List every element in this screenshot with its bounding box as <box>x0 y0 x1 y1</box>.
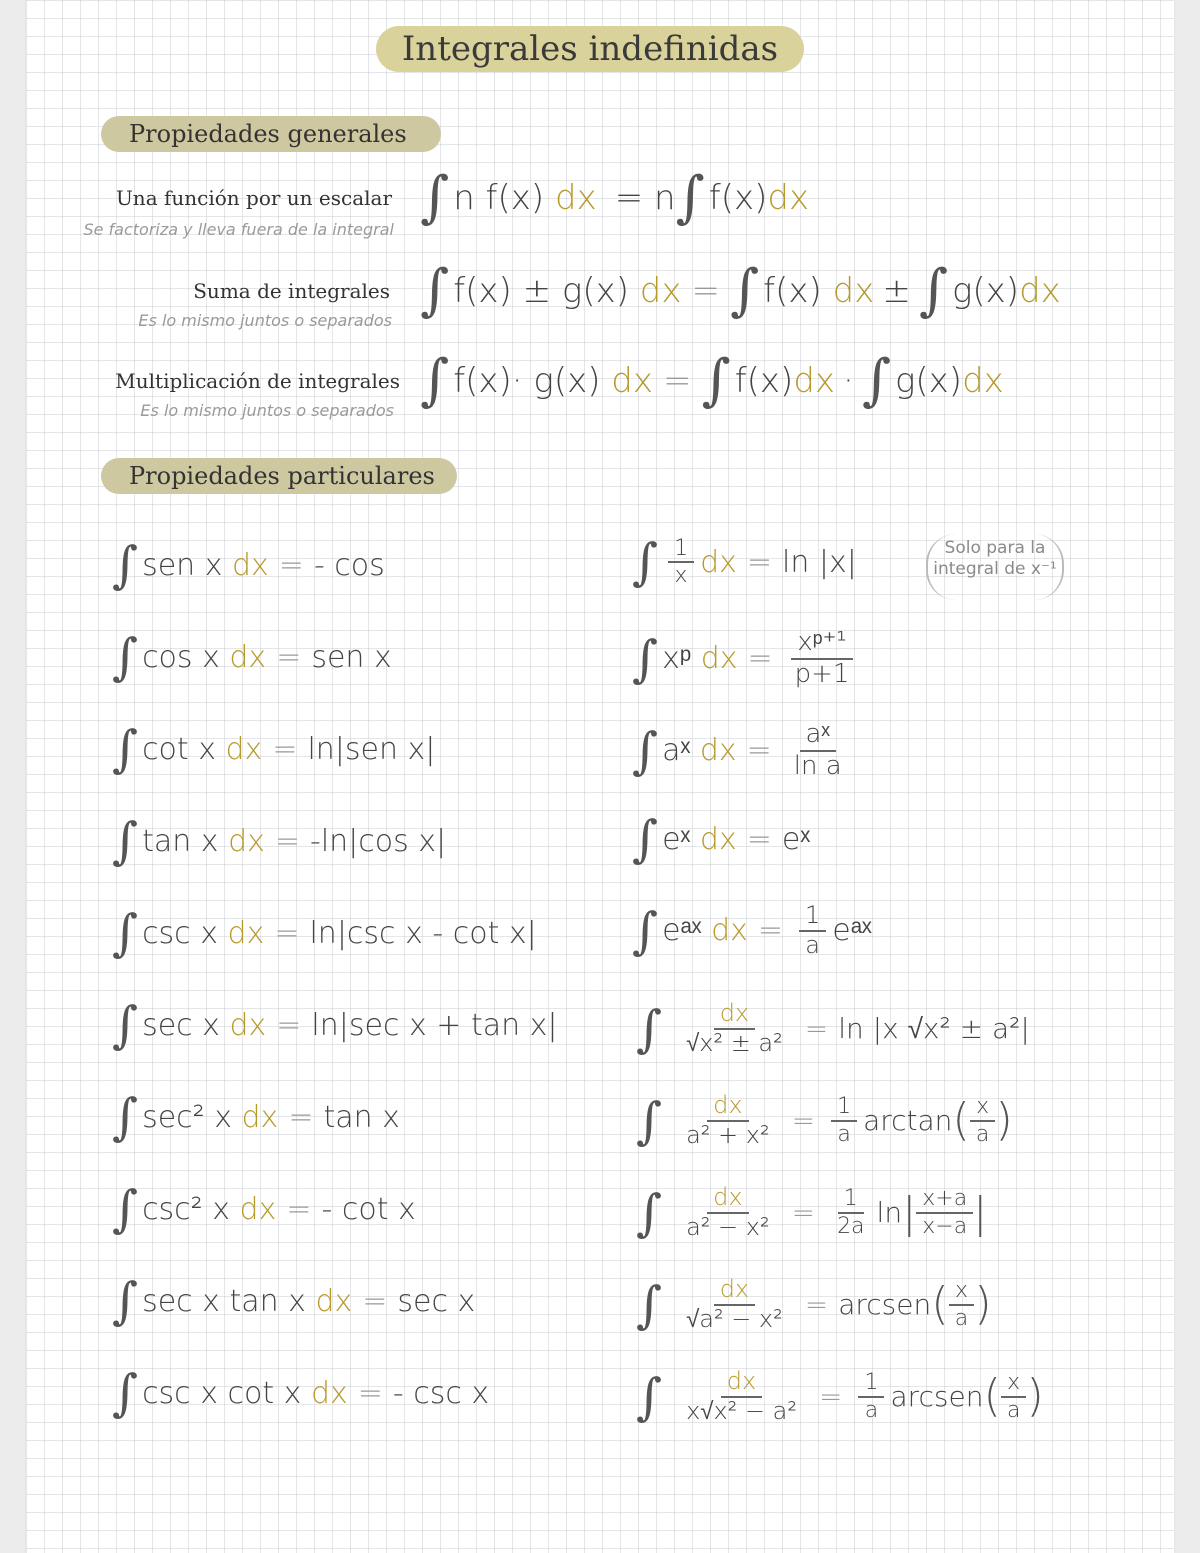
numerator: x+a <box>916 1186 973 1213</box>
numerator: 1 <box>668 536 694 563</box>
right-formula-4 <box>632 810 811 868</box>
denominator: a² + x² <box>686 1120 770 1149</box>
dx: dx <box>229 1007 267 1043</box>
equals: = <box>276 639 302 675</box>
prop-sum-name: Suma de integrales <box>193 279 390 303</box>
denominator: a <box>975 1121 990 1147</box>
numerator: 1 <box>858 1370 884 1397</box>
integrand: sec x tan x <box>142 1283 306 1319</box>
numerator: x <box>1001 1370 1026 1397</box>
integral-sign: ∫ <box>636 999 663 1058</box>
denominator: x√x² − a² <box>686 1396 797 1425</box>
dx: dx <box>310 1375 348 1411</box>
denominator: a² − x² <box>686 1212 770 1241</box>
formula-mid: = n <box>614 178 676 218</box>
result: eᵃˣ <box>832 913 872 949</box>
integrand: aˣ <box>662 733 691 769</box>
denominator: x−a <box>922 1213 968 1239</box>
integrand: eᵃˣ <box>662 913 702 949</box>
numerator: aˣ <box>800 720 836 752</box>
equals: = <box>757 913 784 949</box>
dx: dx <box>962 361 1004 401</box>
equals: = <box>804 1288 829 1322</box>
integrand: sec x <box>142 1007 220 1043</box>
prop-sum-note: Es lo mismo juntos o separados <box>138 311 392 330</box>
equals: = <box>746 544 772 580</box>
result: ln|sec x + tan x| <box>311 1007 558 1043</box>
integral-sign: ∫ <box>636 1183 663 1242</box>
dx: dx <box>554 178 597 218</box>
integral-sign: ∫ <box>112 1088 139 1146</box>
integral-sign: ∫ <box>112 1272 139 1330</box>
note-line-1: Solo para la <box>944 538 1046 558</box>
left-formula-10 <box>112 1364 490 1422</box>
right-formula-7 <box>636 1092 1013 1149</box>
coef-fraction <box>831 1186 870 1239</box>
equals: = <box>362 1283 388 1319</box>
result: - cot x <box>321 1191 416 1227</box>
formula-r1: f(x) <box>763 271 822 311</box>
formula-scalar <box>420 165 810 230</box>
note-solo-integral <box>926 534 1064 600</box>
formula-r2: g(x) <box>952 271 1020 311</box>
right-formula-10 <box>636 1368 1044 1425</box>
integral-sign: ∫ <box>112 536 139 594</box>
integral-sign: ∫ <box>861 348 892 413</box>
integral-sign: ∫ <box>112 628 139 686</box>
denominator: a <box>954 1305 969 1331</box>
dx: dx <box>225 731 263 767</box>
coef-fraction <box>858 1370 884 1423</box>
right-formula-8 <box>636 1184 987 1241</box>
formula-sum <box>420 258 1061 323</box>
dx: dx <box>699 821 737 857</box>
numerator: dx <box>721 1368 762 1398</box>
integrand: tan x <box>142 823 219 859</box>
dx: dx <box>232 547 269 583</box>
integral-sign: ∫ <box>918 258 948 323</box>
equals: = <box>272 731 298 767</box>
integral-sign: ∫ <box>632 901 659 960</box>
arg-fraction <box>1001 1370 1026 1423</box>
dx: dx <box>241 1099 279 1135</box>
denominator: √x² ± a² <box>686 1028 783 1057</box>
integrand: sec² x <box>142 1099 232 1135</box>
integrand: cos x <box>142 639 220 675</box>
dx: dx <box>611 361 653 401</box>
denominator: p+1 <box>794 658 850 689</box>
page-title: Integrales indefinidas <box>376 26 804 72</box>
integral-sign: ∫ <box>112 812 139 870</box>
section-particular-heading: Propiedades particulares <box>101 458 457 494</box>
integral-sign: ∫ <box>636 1275 663 1334</box>
numerator: 1 <box>799 902 826 932</box>
arg-fraction <box>949 1278 974 1331</box>
fraction <box>788 720 848 782</box>
integral-sign: ∫ <box>420 165 450 230</box>
dx: dx <box>227 915 265 951</box>
integral-sign: ∫ <box>632 533 659 592</box>
dx: dx <box>793 361 836 401</box>
numerator: dx <box>707 1092 748 1122</box>
equals: = <box>746 733 772 769</box>
result: ln|sen x| <box>307 731 436 767</box>
integral-sign: ∫ <box>112 1180 139 1238</box>
integral-sign: ∫ <box>112 996 139 1054</box>
fraction <box>680 1000 789 1057</box>
formula-r2: g(x) <box>895 361 963 401</box>
equals: = <box>276 1007 302 1043</box>
left-formula-1 <box>112 536 385 594</box>
integral-sign: ∫ <box>636 1367 663 1426</box>
denominator: a <box>1006 1397 1021 1423</box>
integrand: sen x <box>142 547 223 583</box>
integral-sign: ∫ <box>420 348 450 413</box>
denominator: a <box>805 930 821 959</box>
prop-product-name: Multiplicación de integrales <box>115 369 400 393</box>
fraction <box>680 1092 776 1149</box>
left-formula-9 <box>112 1272 476 1330</box>
result: -ln|cos x| <box>310 823 447 859</box>
result: sen x <box>311 639 392 675</box>
equals: = <box>357 1375 383 1411</box>
equals: = <box>278 547 304 583</box>
right-formula-5 <box>632 902 872 959</box>
numerator: dx <box>714 1276 755 1306</box>
numerator: 1 <box>831 1094 857 1121</box>
integral-sign: ∫ <box>636 1091 663 1150</box>
integral-sign: ∫ <box>112 1364 139 1422</box>
dx: dx <box>700 544 737 580</box>
integrand: eˣ <box>662 821 691 857</box>
result: eˣ <box>781 821 811 857</box>
dx: dx <box>239 1191 277 1227</box>
integral-sign: ∫ <box>701 348 731 413</box>
abs-bar-right: | <box>973 1187 988 1237</box>
numerator: dx <box>714 1000 755 1030</box>
formula-lhs: f(x)· g(x) <box>453 361 601 401</box>
integral-sign: ∫ <box>729 258 760 323</box>
result: ln |x| <box>782 544 857 580</box>
dx: dx <box>1019 271 1061 311</box>
function-name: arcsen <box>838 1288 932 1322</box>
integral-sign: ∫ <box>420 258 450 323</box>
left-formula-8 <box>112 1180 416 1238</box>
equals: = <box>746 821 772 857</box>
right-paren: ) <box>995 1093 1013 1147</box>
right-formula-6 <box>636 1000 1030 1057</box>
equals: = <box>818 1380 843 1414</box>
denominator: a <box>864 1397 879 1423</box>
numerator: x <box>949 1278 974 1305</box>
left-paren: ( <box>931 1277 949 1331</box>
integrand: xᵖ <box>662 641 692 677</box>
numerator: xᵖ⁺¹ <box>791 628 852 660</box>
integral-sign: ∫ <box>632 629 659 688</box>
integral-sign: ∫ <box>675 165 705 230</box>
plus-minus: ± <box>882 271 911 311</box>
equals: = <box>286 1191 312 1227</box>
dx: dx <box>711 913 748 949</box>
dx: dx <box>832 271 875 311</box>
result: - csc x <box>392 1375 490 1411</box>
integrand: csc x <box>142 915 218 951</box>
function-name: ln <box>876 1196 903 1230</box>
dx: dx <box>700 641 738 677</box>
formula-product <box>420 348 1004 413</box>
equals: = <box>791 1104 816 1138</box>
integrand: csc² x <box>142 1191 230 1227</box>
result: tan x <box>323 1099 400 1135</box>
left-formula-3 <box>112 720 436 778</box>
formula-lhs: n f(x) <box>453 178 545 218</box>
formula-r1: f(x) <box>734 361 794 401</box>
integral-sign: ∫ <box>112 904 139 962</box>
denominator: ln a <box>793 750 842 781</box>
equals: = <box>747 641 773 677</box>
equals: = <box>288 1099 314 1135</box>
fraction <box>668 536 694 589</box>
section-general-heading: Propiedades generales <box>101 116 441 152</box>
right-formula-1 <box>632 533 857 592</box>
right-paren: ) <box>974 1277 992 1331</box>
result: sec x <box>397 1283 476 1319</box>
right-paren: ) <box>1026 1369 1044 1423</box>
integrand: cot x <box>142 731 216 767</box>
coef-fraction <box>831 1094 857 1147</box>
dx: dx <box>699 733 737 769</box>
numerator: 1 <box>838 1186 864 1213</box>
prop-scalar-name: Una función por un escalar <box>115 186 392 210</box>
prop-product-note: Es lo mismo juntos o separados <box>140 401 394 420</box>
numerator: dx <box>707 1184 748 1214</box>
prop-scalar-note: Se factoriza y lleva fuera de la integral <box>83 220 394 239</box>
formula-lhs: f(x) ± g(x) <box>453 271 629 311</box>
fraction <box>789 628 856 690</box>
dx: dx <box>767 178 810 218</box>
result: - cos <box>313 547 385 583</box>
left-formula-5 <box>112 904 537 962</box>
dot: · <box>843 361 854 401</box>
denominator: x <box>674 563 688 589</box>
fraction <box>680 1184 776 1241</box>
fraction <box>799 902 826 959</box>
equals: = <box>274 915 300 951</box>
left-paren: ( <box>952 1093 970 1147</box>
abs-bar-left: | <box>902 1187 917 1237</box>
right-formula-3 <box>632 720 854 782</box>
denominator: 2a <box>837 1213 865 1239</box>
integral-sign: ∫ <box>112 720 139 778</box>
denominator: a <box>837 1121 851 1147</box>
equals: = <box>804 1012 829 1046</box>
dx: dx <box>639 271 682 311</box>
arg-fraction <box>916 1186 973 1239</box>
arg-fraction <box>970 1094 995 1147</box>
result: ln|csc x - cot x| <box>309 915 537 951</box>
fraction <box>680 1276 789 1333</box>
fraction <box>680 1368 803 1425</box>
formula-rhs: f(x) <box>708 178 768 218</box>
left-paren: ( <box>983 1369 1001 1423</box>
left-formula-6 <box>112 996 558 1054</box>
integral-sign: ∫ <box>632 810 659 868</box>
integrand: csc x cot x <box>142 1375 302 1411</box>
left-formula-2 <box>112 628 392 686</box>
right-formula-9 <box>636 1276 992 1333</box>
denominator: √a² − x² <box>686 1304 783 1333</box>
equals: = <box>663 361 692 401</box>
equals: = <box>791 1196 816 1230</box>
equals: = <box>274 823 300 859</box>
left-formula-4 <box>112 812 447 870</box>
function-name: arcsen <box>890 1380 984 1414</box>
dx: dx <box>228 823 265 859</box>
equals: = <box>691 271 720 311</box>
function-name: arctan <box>863 1104 953 1138</box>
dx: dx <box>315 1283 353 1319</box>
numerator: x <box>970 1094 995 1121</box>
result: ln |x √x² ± a²| <box>838 1012 1030 1046</box>
integral-sign: ∫ <box>632 721 659 780</box>
left-formula-7 <box>112 1088 400 1146</box>
note-line-2: integral de x⁻¹ <box>933 559 1057 580</box>
right-formula-2 <box>632 628 861 690</box>
dx: dx <box>229 639 267 675</box>
